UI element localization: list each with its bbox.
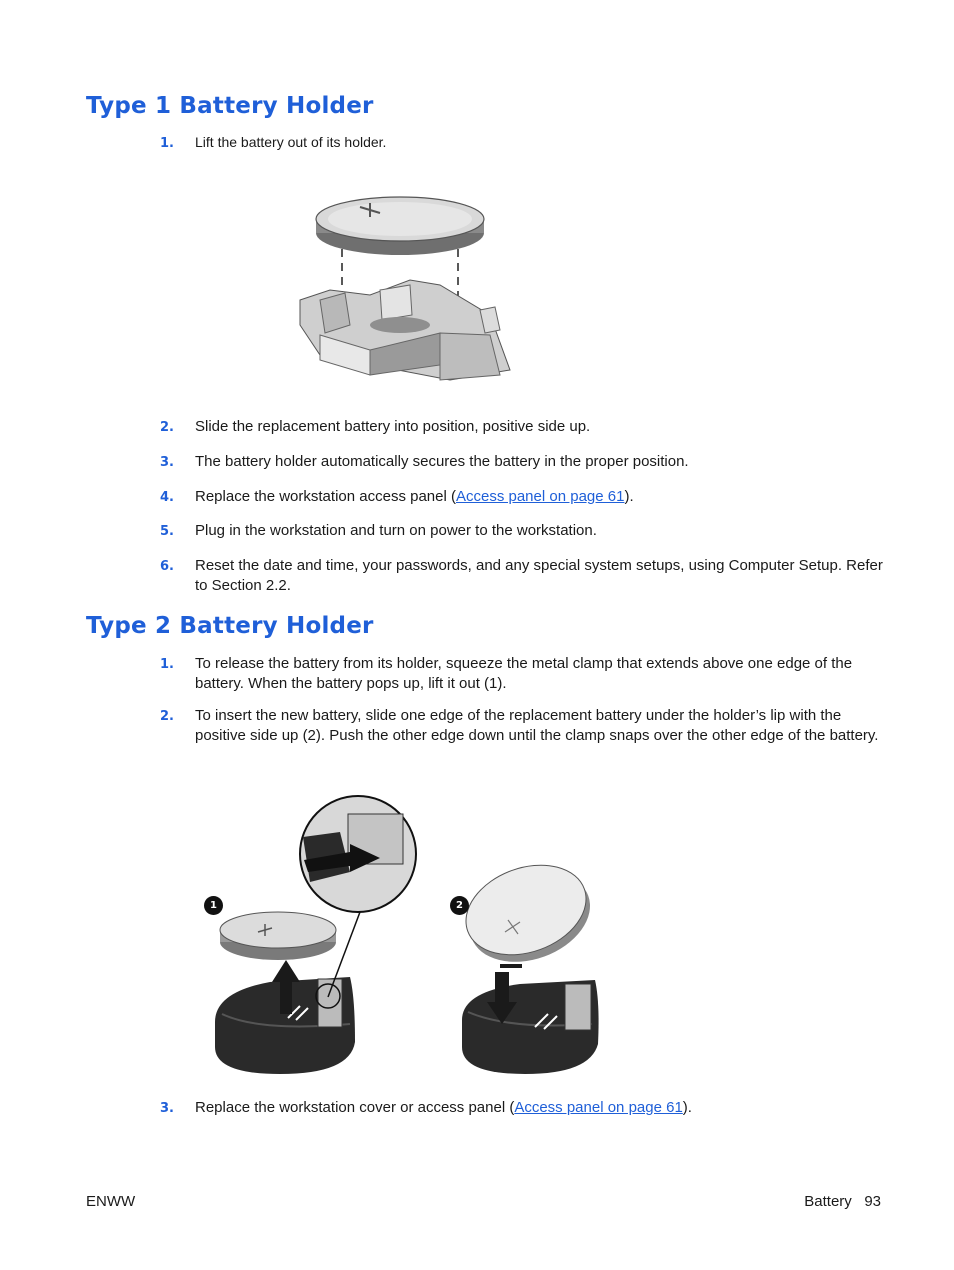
step-1-1	[160, 133, 890, 153]
battery-holder-type1-illustration	[290, 185, 530, 385]
step-text-post: ).	[682, 1099, 692, 1116]
step-text: Plug in the workstation and turn on power to the workstation.	[195, 522, 597, 539]
step-2-1	[160, 654, 890, 693]
step-text: Lift the battery out of its holder.	[195, 134, 387, 150]
step-1-4	[160, 487, 890, 507]
step-number: 3.	[160, 1101, 174, 1116]
footer-section: Battery	[804, 1193, 852, 1210]
step-number: 1.	[160, 657, 174, 672]
step-number: 1.	[160, 136, 174, 151]
section-1-heading: Type 1 Battery Holder	[86, 93, 374, 119]
step-number: 2.	[160, 420, 174, 435]
step-number: 6.	[160, 559, 174, 574]
step-1-5	[160, 521, 890, 541]
step-text: To release the battery from its holder, squeeze the metal clamp that extends above one edge of the battery. When the battery pops up, lift it out (1).	[195, 655, 853, 692]
battery-holder-type2-illustration	[200, 792, 620, 1082]
step-number: 4.	[160, 490, 174, 505]
footer-left: ENWW	[86, 1193, 136, 1210]
step-text: To insert the new battery, slide one edge of the replacement battery under the holder’s lip with the positive side up (2). Push the other edge down until the clamp snaps over the other edge of the battery.	[195, 707, 879, 744]
step-number: 2.	[160, 709, 174, 724]
step-text: Slide the replacement battery into position, positive side up.	[195, 418, 591, 435]
step-2-3	[160, 1098, 890, 1118]
step-1-3	[160, 452, 890, 472]
step-text-pre: Replace the workstation cover or access panel (	[195, 1099, 515, 1116]
step-text	[195, 1098, 890, 1118]
step-number: 5.	[160, 524, 174, 539]
callout-1: 1	[204, 896, 223, 915]
step-text	[195, 487, 890, 507]
callout-2: 2	[450, 896, 469, 915]
access-panel-link[interactable]: Access panel on page 61	[455, 488, 625, 505]
step-2-2	[160, 706, 890, 745]
step-text-pre: Replace the workstation access panel (	[195, 488, 456, 505]
step-text: The battery holder automatically secures the battery in the proper position.	[195, 453, 689, 470]
step-text: Reset the date and time, your passwords, and any special system setups, using Computer Setup. Refer to Section 2.2.	[195, 557, 883, 594]
footer-right	[804, 1193, 881, 1210]
step-1-2	[160, 417, 890, 437]
step-number: 3.	[160, 455, 174, 470]
step-text-post: ).	[624, 488, 634, 505]
page-number: 93	[864, 1193, 881, 1210]
step-1-6	[160, 556, 890, 595]
access-panel-link[interactable]: Access panel on page 61	[514, 1099, 683, 1116]
section-2-heading: Type 2 Battery Holder	[86, 613, 374, 639]
